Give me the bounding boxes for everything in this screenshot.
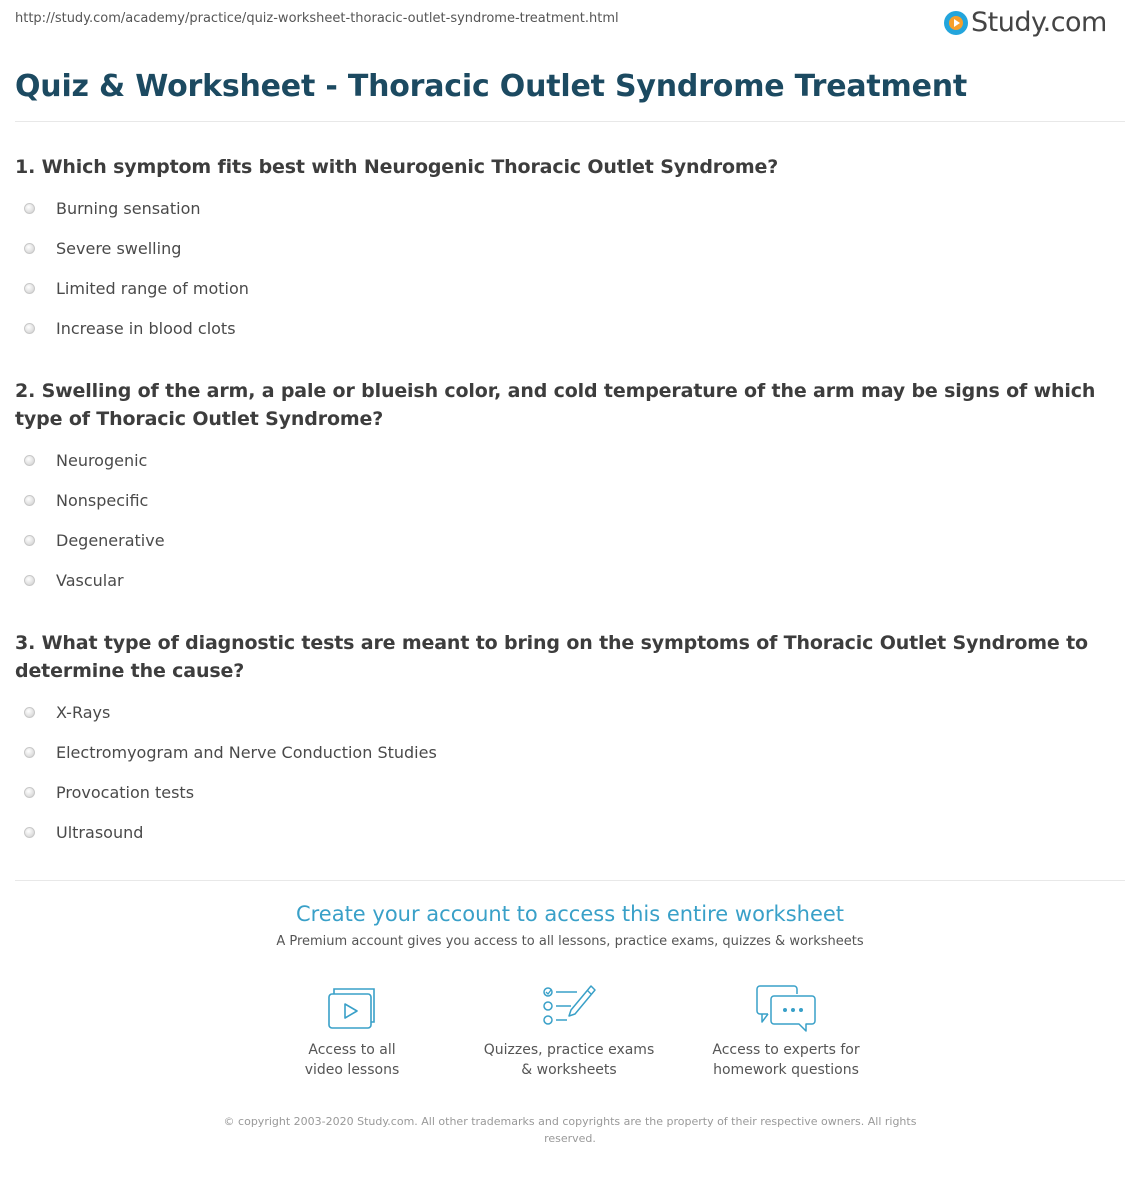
answer-label: X-Rays: [56, 702, 111, 722]
radio-button[interactable]: [24, 575, 35, 586]
quiz-checklist-icon: [541, 984, 597, 1030]
answer-label: Nonspecific: [56, 490, 149, 510]
radio-button[interactable]: [24, 243, 35, 254]
answer-label: Degenerative: [56, 530, 165, 550]
logo-text: Study.com: [971, 7, 1107, 38]
radio-button[interactable]: [24, 747, 35, 758]
answer-option[interactable]: [15, 772, 1125, 812]
answer-label: Increase in blood clots: [56, 318, 236, 338]
page-title: Quiz & Worksheet - Thoracic Outlet Syndrome Treatment: [15, 69, 968, 104]
cta-divider: [15, 880, 1125, 881]
copyright-notice: © copyright 2003-2020 Study.com. All other trademarks and copyrights are the property of their respective owners. All rights reserved.: [223, 1115, 917, 1145]
feature-label: [676, 1040, 896, 1080]
radio-button[interactable]: [24, 283, 35, 294]
chat-bubbles-icon: [754, 984, 818, 1034]
question-text: 3. What type of diagnostic tests are meant to bring on the symptoms of Thoracic Outlet Syndrome to determine the cause?: [15, 632, 1088, 682]
page-url: http://study.com/academy/practice/quiz-worksheet-thoracic-outlet-syndrome-treatment.html: [15, 11, 619, 26]
answer-option[interactable]: [15, 520, 1125, 560]
title-divider: [15, 121, 1125, 122]
answer-label: Neurogenic: [56, 450, 148, 470]
answer-option[interactable]: [15, 480, 1125, 520]
study-logo[interactable]: [944, 7, 1107, 38]
cta-subtitle: A Premium account gives you access to all lessons, practice exams, quizzes & worksheets: [276, 934, 864, 949]
feature-label-line: & worksheets: [521, 1062, 617, 1078]
question-text: 2. Swelling of the arm, a pale or blueish color, and cold temperature of the arm may be signs of which type of Thoracic Outlet Syndrome?: [15, 380, 1096, 430]
answer-option[interactable]: [15, 188, 1125, 228]
feature-label-line: video lessons: [304, 1062, 400, 1078]
answer-label: Electromyogram and Nerve Conduction Studies: [56, 742, 437, 762]
video-lesson-icon: [326, 984, 378, 1030]
answer-option[interactable]: [15, 560, 1125, 600]
radio-button[interactable]: [24, 495, 35, 506]
feature-video-lessons: [242, 984, 462, 1080]
feature-label-line: Quizzes, practice exams: [483, 1042, 655, 1058]
radio-button[interactable]: [24, 535, 35, 546]
answer-label: Vascular: [56, 570, 124, 590]
feature-label-line: Access to all: [308, 1042, 396, 1058]
answer-option[interactable]: [15, 812, 1125, 852]
question-2: [15, 377, 1125, 600]
feature-label-line: Access to experts for: [712, 1042, 860, 1058]
radio-button[interactable]: [24, 455, 35, 466]
radio-button[interactable]: [24, 827, 35, 838]
question-text: 1. Which symptom fits best with Neurogenic Thoracic Outlet Syndrome?: [15, 156, 779, 178]
radio-button[interactable]: [24, 707, 35, 718]
answer-option[interactable]: [15, 732, 1125, 772]
answer-label: Burning sensation: [56, 198, 201, 218]
cta-title-link[interactable]: Create your account to access this entire worksheet: [295, 902, 845, 926]
answer-options: [15, 692, 1125, 852]
answer-option[interactable]: [15, 308, 1125, 348]
radio-button[interactable]: [24, 323, 35, 334]
answer-option[interactable]: [15, 440, 1125, 480]
answer-options: [15, 440, 1125, 600]
question-1: [15, 153, 1125, 348]
answer-option[interactable]: [15, 228, 1125, 268]
answer-label: Provocation tests: [56, 782, 195, 802]
feature-label: [242, 1040, 462, 1080]
answer-option[interactable]: [15, 268, 1125, 308]
feature-label-line: homework questions: [713, 1062, 859, 1078]
answer-label: Ultrasound: [56, 822, 144, 842]
feature-quizzes: [459, 984, 679, 1080]
answer-option[interactable]: [15, 692, 1125, 732]
question-3: [15, 629, 1125, 852]
radio-button[interactable]: [24, 203, 35, 214]
answer-options: [15, 188, 1125, 348]
feature-experts: [676, 984, 896, 1080]
play-logo-icon: [944, 11, 968, 35]
feature-label: [459, 1040, 679, 1080]
radio-button[interactable]: [24, 787, 35, 798]
answer-label: Limited range of motion: [56, 278, 249, 298]
answer-label: Severe swelling: [56, 238, 182, 258]
